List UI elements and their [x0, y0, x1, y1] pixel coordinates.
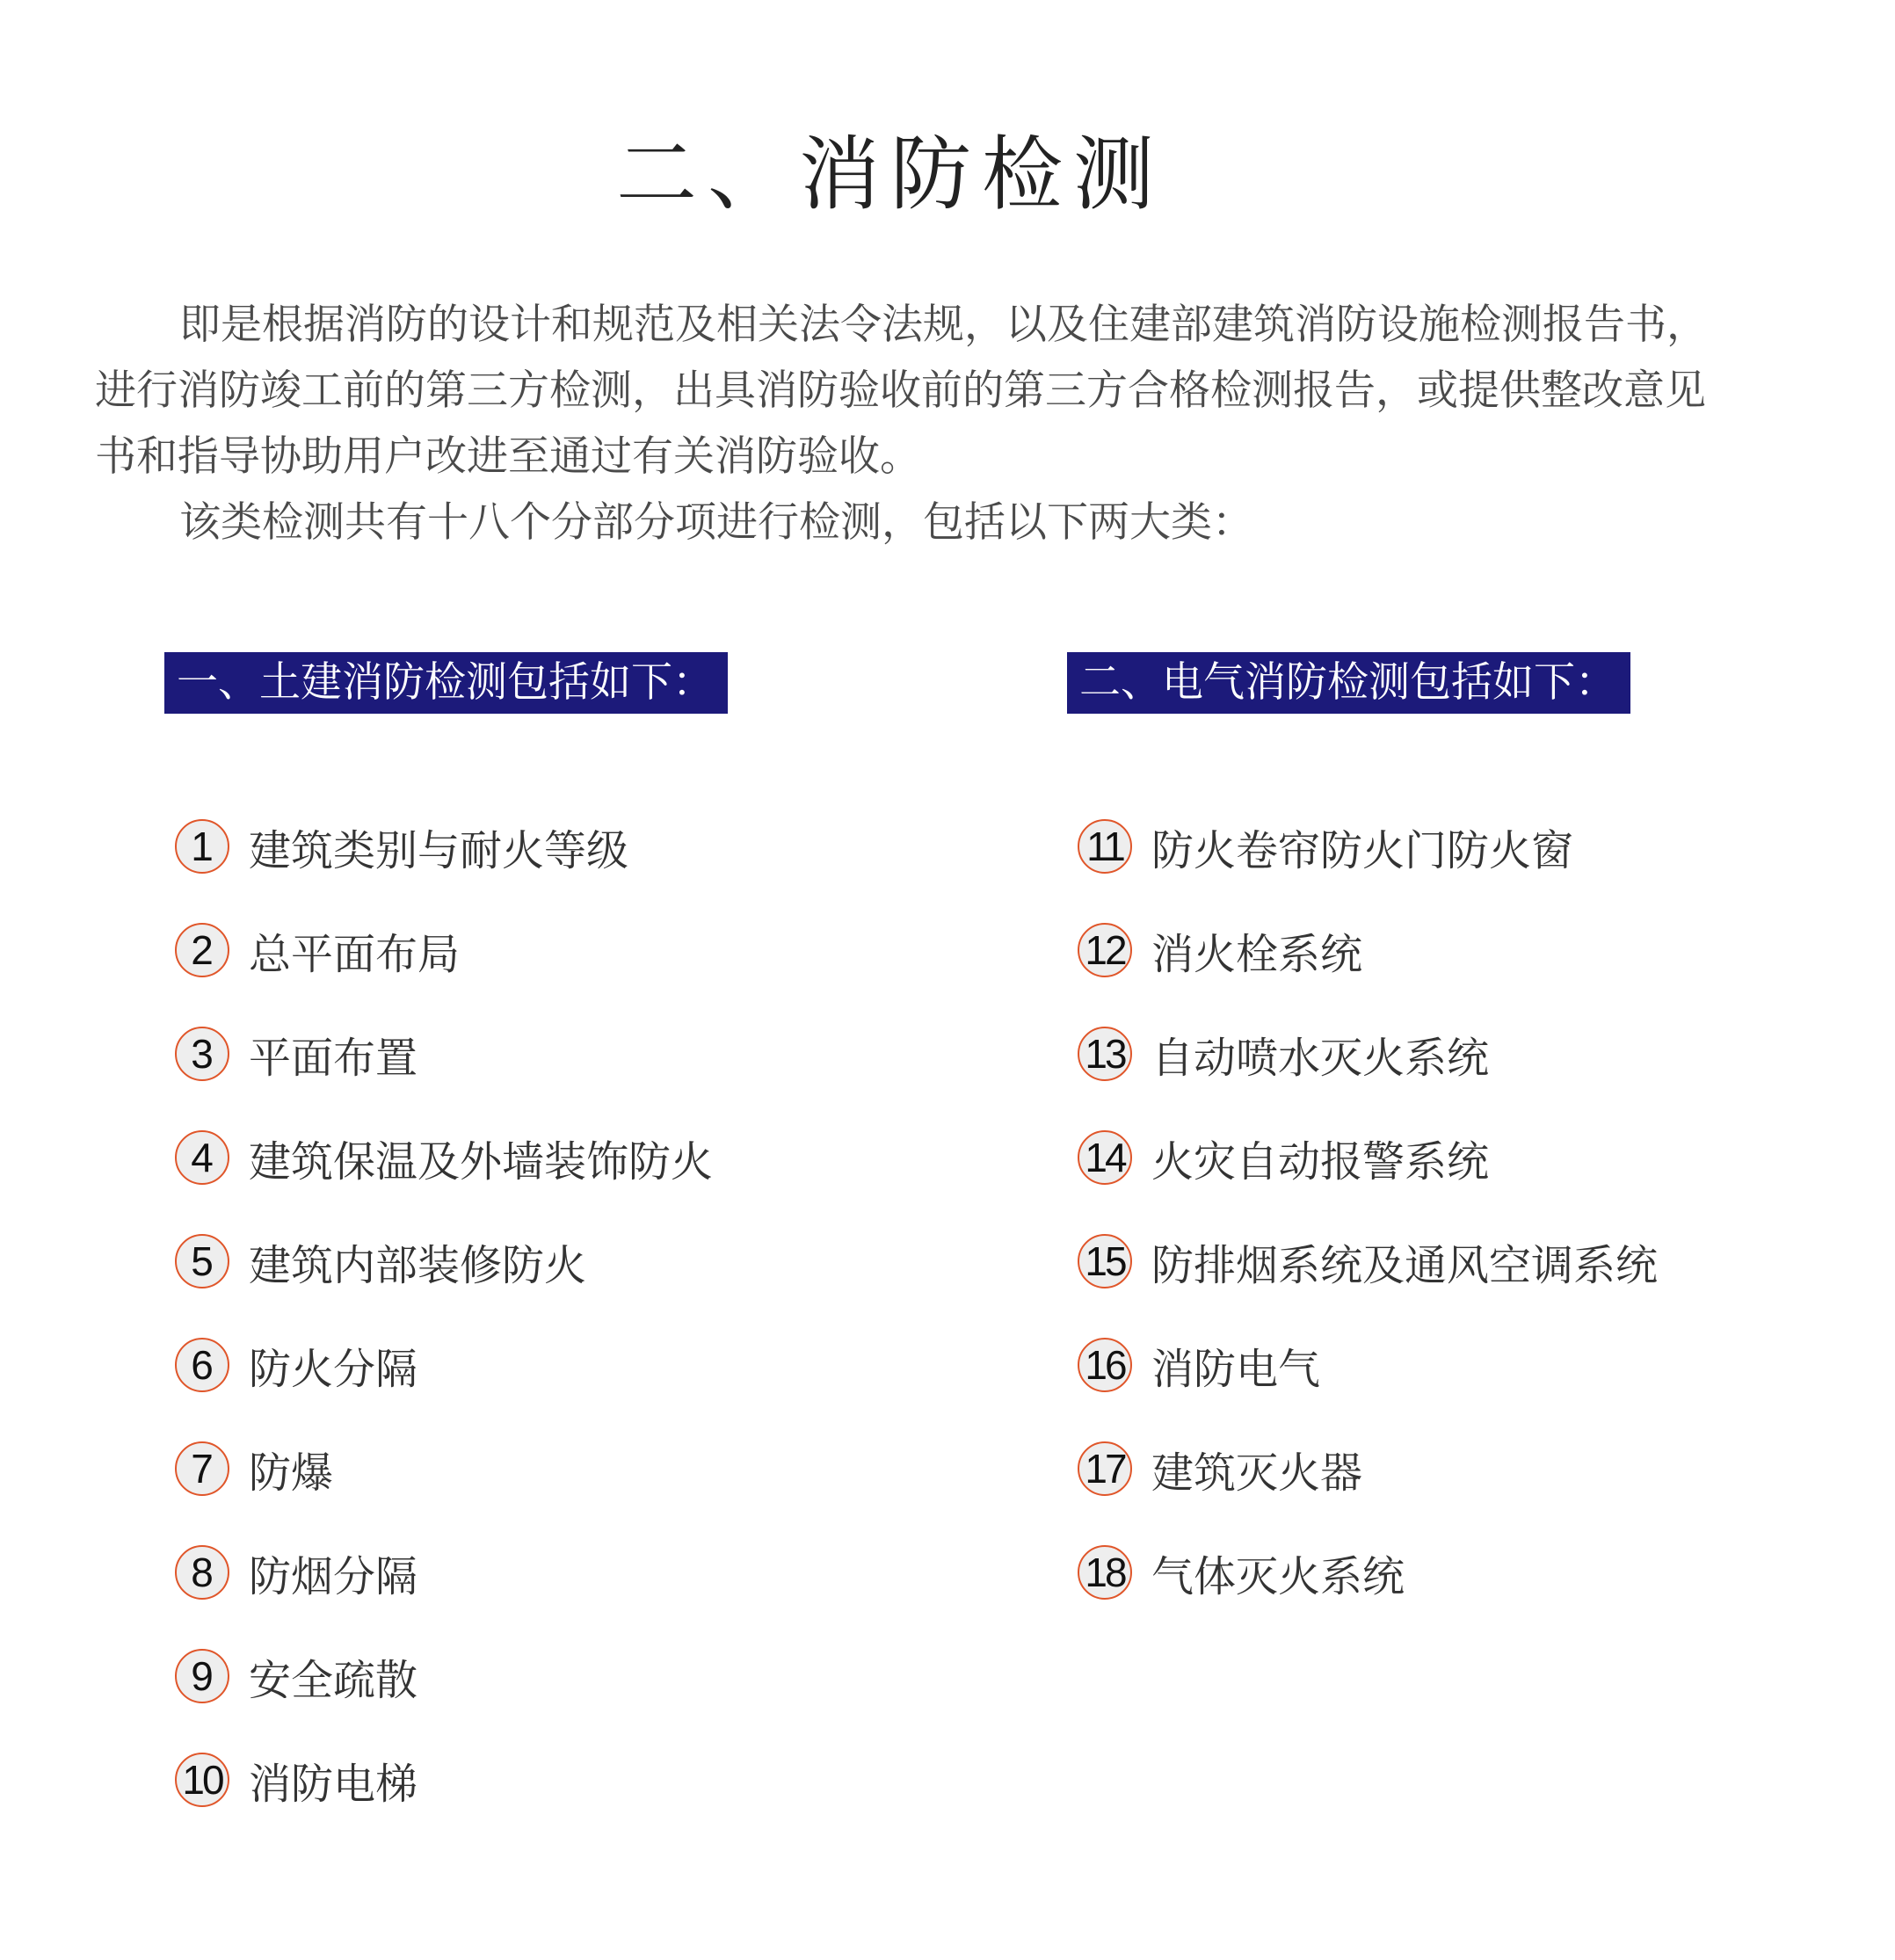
list-item — [1078, 1313, 1658, 1417]
inspection-list — [1078, 795, 1658, 1624]
list-item — [175, 1002, 713, 1106]
item-label: 消火栓系统 — [1151, 929, 1363, 979]
list-item — [1078, 795, 1658, 898]
item-label: 防烟分隔 — [249, 1551, 418, 1601]
list-item — [1078, 1417, 1658, 1521]
item-label: 建筑灭火器 — [1151, 1448, 1363, 1498]
number-badge: 11 — [1078, 819, 1132, 874]
number-badge: 17 — [1078, 1441, 1132, 1496]
list-item — [175, 1728, 713, 1832]
intro-text — [95, 292, 1721, 555]
list-item — [175, 1106, 713, 1209]
number-badge: 1 — [175, 819, 229, 874]
list-item — [175, 1624, 713, 1728]
item-label: 建筑类别与耐火等级 — [249, 825, 629, 875]
item-label: 消防电气 — [1151, 1344, 1321, 1394]
item-label: 总平面布局 — [249, 929, 461, 979]
list-item — [175, 1313, 713, 1417]
intro-paragraph: 即是根据消防的设计和规范及相关法令法规，以及住建部建筑消防设施检测报告书，进行消防竣工前的第三方检测，出具消防验收前的第三方合格检测报告，或提供整改意见书和指导协助用户改进至通过有关消防验收。 — [95, 301, 1708, 481]
number-badge: 2 — [175, 923, 229, 977]
item-label: 气体灭火系统 — [1151, 1551, 1405, 1601]
number-badge: 14 — [1078, 1130, 1132, 1185]
item-label: 自动喷水灭火系统 — [1151, 1033, 1490, 1083]
item-label: 安全疏散 — [249, 1655, 418, 1705]
number-badge: 10 — [175, 1753, 229, 1807]
item-label: 消防电梯 — [249, 1759, 418, 1809]
number-badge: 3 — [175, 1027, 229, 1081]
intro-paragraph: 该类检测共有十八个分部分项进行检测，包括以下两大类： — [179, 498, 1253, 547]
list-item — [1078, 1106, 1658, 1209]
list-item — [175, 795, 713, 898]
item-label: 建筑内部装修防火 — [249, 1240, 587, 1290]
item-label: 防爆 — [249, 1448, 334, 1498]
section-header: 二、电气消防检测包括如下： — [1067, 652, 1630, 714]
list-item — [175, 1521, 713, 1624]
number-badge: 15 — [1078, 1234, 1132, 1289]
electrical-fire-inspection-section — [1067, 652, 1659, 1601]
list-item — [1078, 1002, 1658, 1106]
number-badge: 9 — [175, 1649, 229, 1703]
list-item — [175, 1417, 713, 1521]
number-badge: 5 — [175, 1234, 229, 1289]
list-item — [1078, 898, 1658, 1002]
item-label: 平面布置 — [249, 1033, 418, 1083]
number-badge: 7 — [175, 1441, 229, 1496]
number-badge: 6 — [175, 1338, 229, 1392]
list-item — [175, 1209, 713, 1313]
section-header: 一、土建消防检测包括如下： — [164, 652, 728, 714]
number-badge: 12 — [1078, 923, 1132, 977]
number-badge: 18 — [1078, 1545, 1132, 1600]
item-label: 防排烟系统及通风空调系统 — [1151, 1240, 1659, 1290]
item-label: 建筑保温及外墙装饰防火 — [249, 1136, 714, 1187]
list-item — [1078, 1521, 1658, 1624]
number-badge: 16 — [1078, 1338, 1132, 1392]
number-badge: 8 — [175, 1545, 229, 1600]
page-title: 二、消防检测 — [615, 127, 1165, 221]
civil-fire-inspection-section — [164, 652, 728, 1809]
inspection-list — [175, 795, 713, 1832]
number-badge: 4 — [175, 1130, 229, 1185]
item-label: 火灾自动报警系统 — [1151, 1136, 1490, 1187]
item-label: 防火分隔 — [249, 1344, 418, 1394]
list-item — [1078, 1209, 1658, 1313]
list-item — [175, 898, 713, 1002]
number-badge: 13 — [1078, 1027, 1132, 1081]
item-label: 防火卷帘防火门防火窗 — [1151, 825, 1574, 875]
